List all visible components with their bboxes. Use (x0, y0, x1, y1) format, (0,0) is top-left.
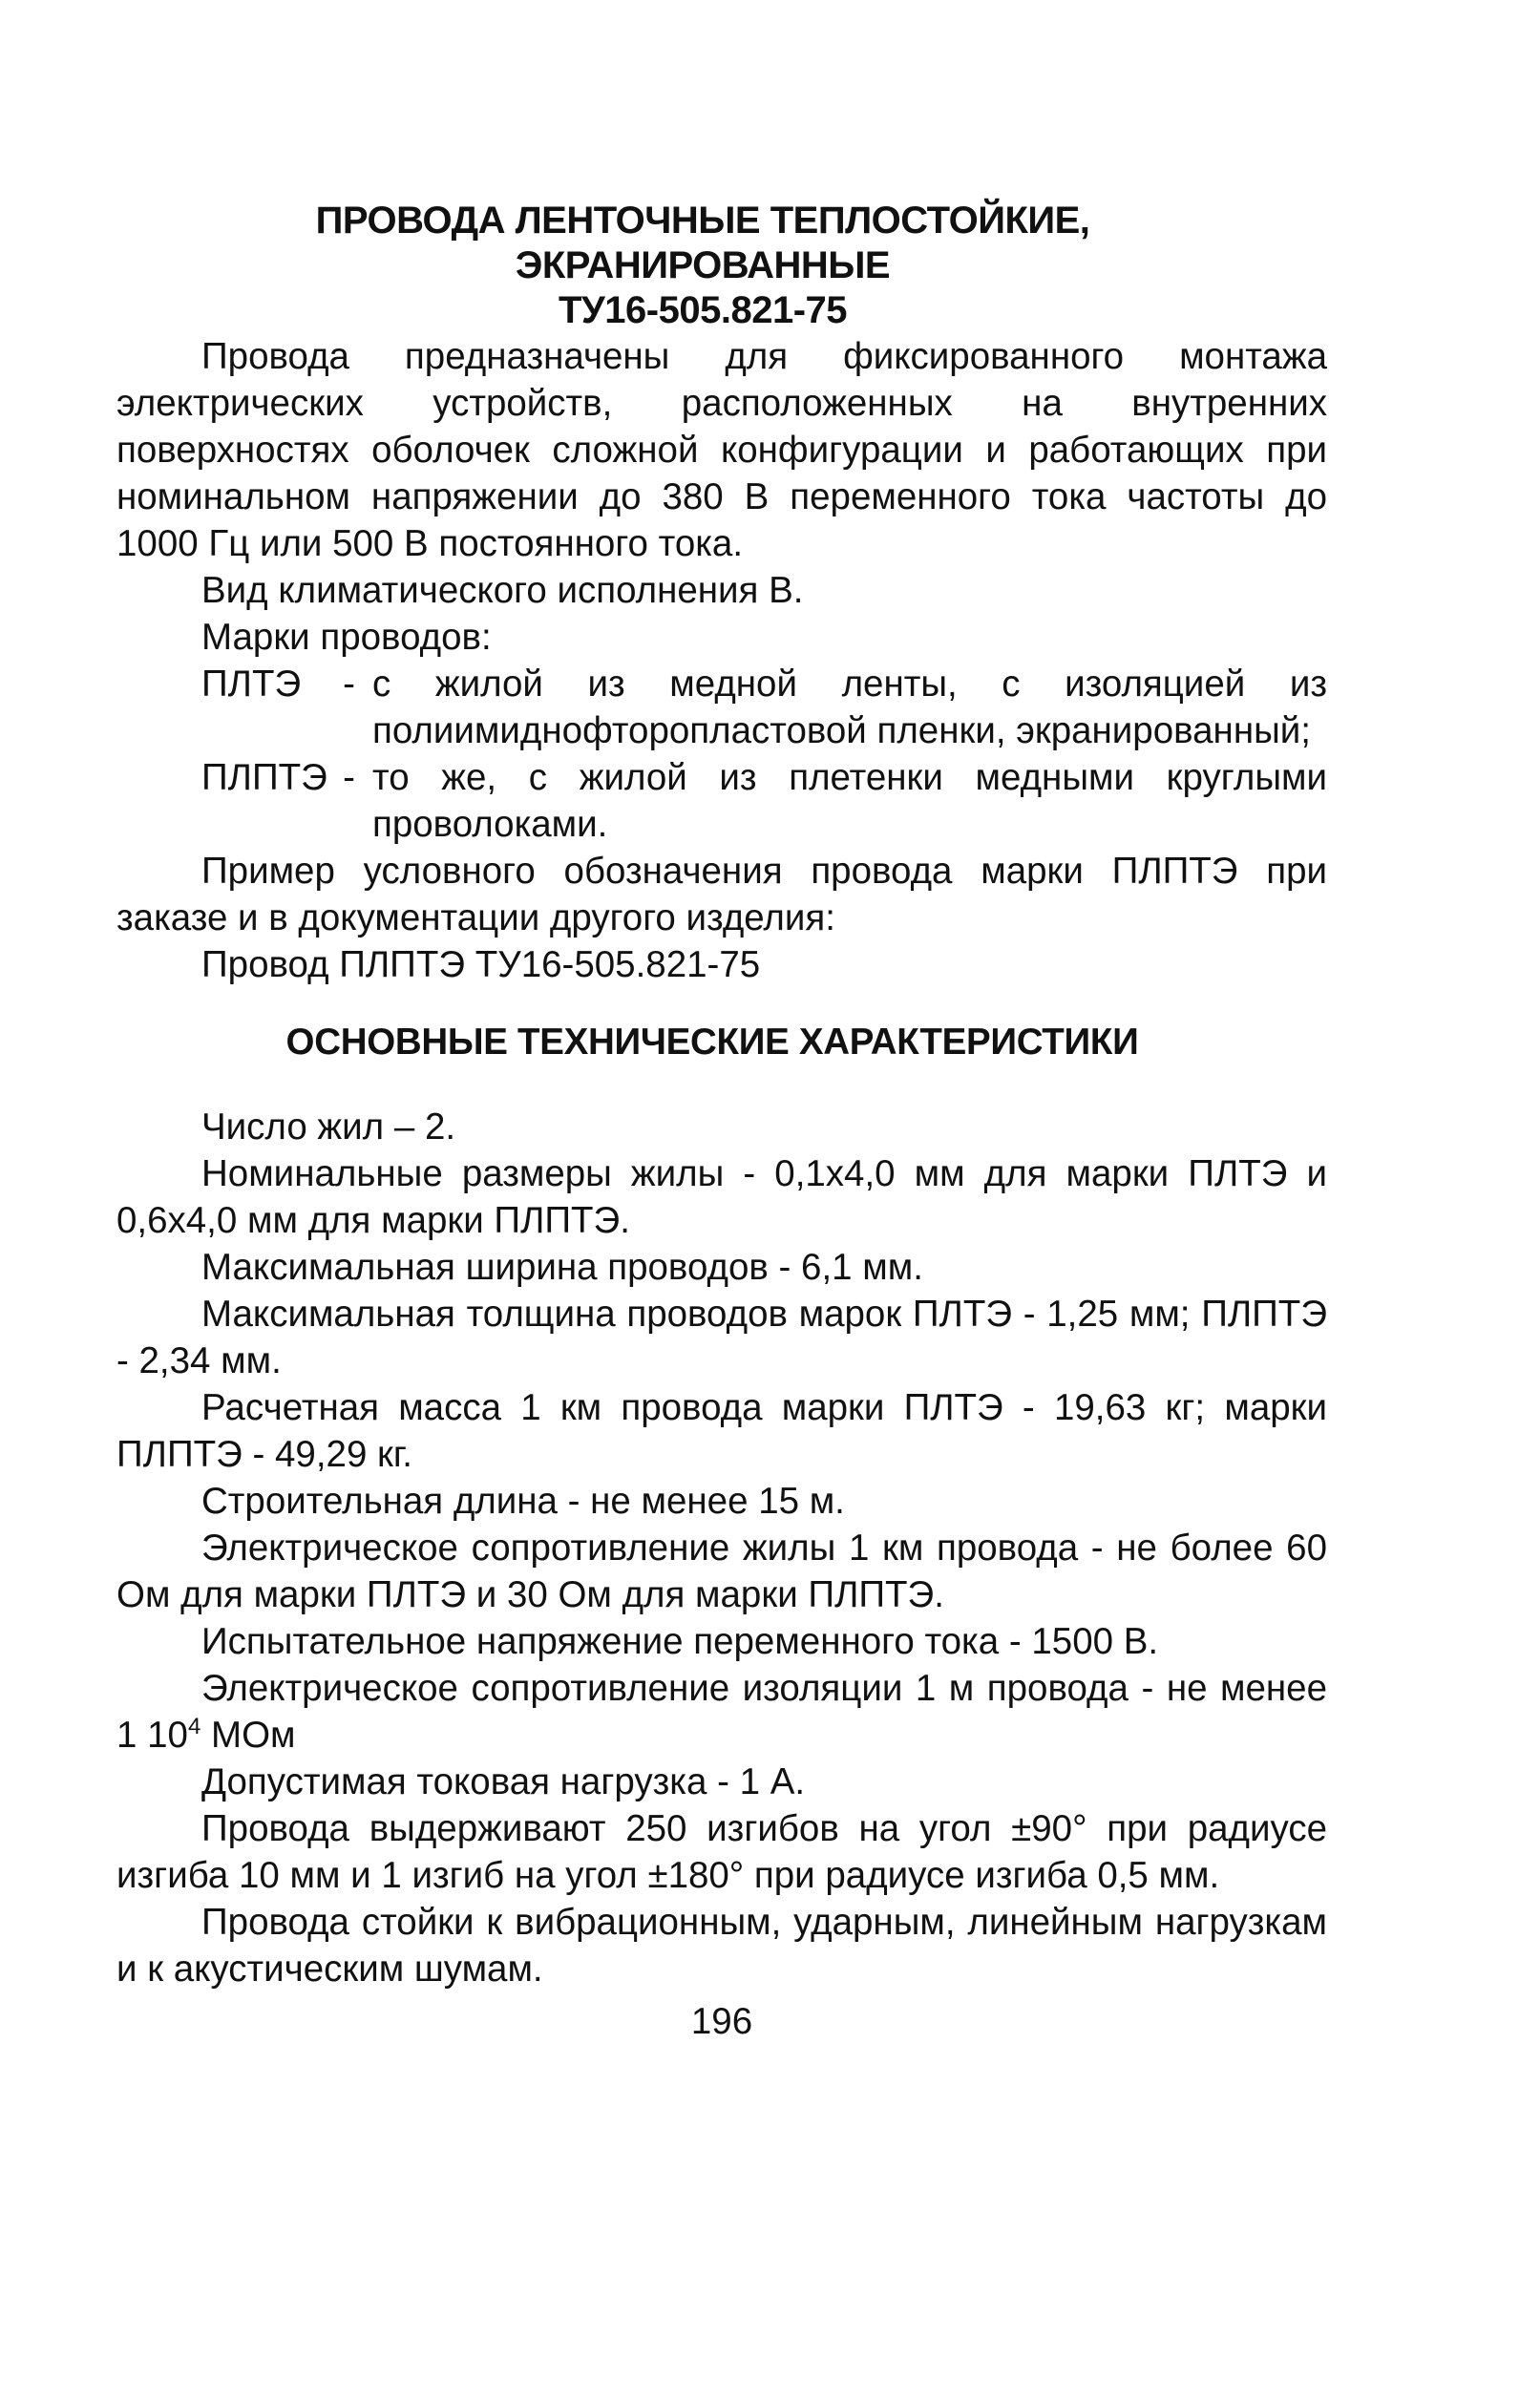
spec-insulation-text: Электрическое сопротивление изоляции 1 м провода - не менее 1 10 (116, 1668, 1327, 1756)
example-designation: Провод ПЛПТЭ ТУ16-505.821-75 (201, 944, 761, 985)
brands-heading: Марки проводов: (201, 617, 492, 658)
spec-insulation (116, 1665, 1327, 1759)
spec-cores: Число жил – 2. (201, 1106, 456, 1148)
spec-resistance: Электрическое сопротивление жилы 1 км провода - не более 60 Ом для марки ПЛТЭ и 30 Ом для марки ПЛПТЭ. (116, 1528, 1327, 1615)
spec-max-thickness: Максимальная толщина проводов марок ПЛТЭ - 1,25 мм; ПЛПТЭ - 2,34 мм. (116, 1294, 1327, 1381)
brand-description: с жилой из медной ленты, с изоляцией из полиимиднофторопластовой пленки, экранированный; (372, 664, 1327, 751)
brand-item-plptje (116, 754, 1327, 848)
title-line-1: ПРОВОДА ЛЕНТОЧНЫЕ ТЕПЛОСТОЙКИЕ, (315, 200, 1090, 242)
spec-max-width: Максимальная ширина проводов - 6,1 мм. (201, 1247, 923, 1288)
page-number: 196 (690, 2001, 753, 2042)
brand-description: то же, с жилой из плетенки медными круглыми проволоками. (372, 757, 1327, 845)
spec-current: Допустимая токовая нагрузка - 1 А. (201, 1761, 806, 1802)
brand-dash: - (343, 757, 355, 798)
spec-loads: Провода стойки к вибрационным, ударным, линейным нагрузкам и к акустическим шумам. (116, 1902, 1327, 1990)
spec-mass: Расчетная масса 1 км провода марки ПЛТЭ - 19,63 кг; марки ПЛПТЭ - 49,29 кг. (116, 1387, 1327, 1475)
spec-dimensions: Номинальные размеры жилы - 0,1х4,0 мм для марки ПЛТЭ и 0,6х4,0 мм для марки ПЛПТЭ. (116, 1153, 1327, 1241)
title-line-2: ЭКРАНИРОВАННЫЕ (515, 244, 891, 286)
brand-item-pltje (116, 661, 1327, 754)
spec-insulation-exponent: 4 (187, 1714, 201, 1740)
intro-paragraph: Провода предназначены для фиксированного монтажа электрических устройств, расположенных на внутренних поверхностях оболочек сложной конфигурации и работающих при номинальном напряжении до 380 В переменного тока частоты до 1000 Гц или 500 В постоянного тока. (116, 336, 1327, 564)
spec-length: Строительная длина - не менее 15 м. (201, 1481, 845, 1522)
spec-test-voltage: Испытательное напряжение переменного тока - 1500 В. (201, 1621, 1159, 1662)
climate-paragraph: Вид климатического исполнения В. (201, 570, 804, 611)
specs-heading: ОСНОВНЫЕ ТЕХНИЧЕСКИЕ ХАРАКТЕРИСТИКИ (285, 1022, 1139, 1063)
title-standard-code: ТУ16-505.821-75 (558, 289, 848, 331)
spec-bending: Провода выдерживают 250 изгибов на угол ±90° при радиусе изгиба 10 мм и 1 изгиб на угол ±180° при радиусе изгиба 0,5 мм. (116, 1808, 1327, 1896)
example-paragraph: Пример условного обозначения провода марки ПЛПТЭ при заказе и в документации другого изделия: (116, 851, 1327, 938)
brand-code: ПЛПТЭ (201, 757, 327, 798)
spec-insulation-unit: МОм (200, 1715, 296, 1756)
brand-dash: - (343, 664, 355, 705)
brand-code: ПЛТЭ (201, 664, 302, 705)
document-title (78, 199, 1327, 333)
document-page (116, 187, 1327, 2045)
